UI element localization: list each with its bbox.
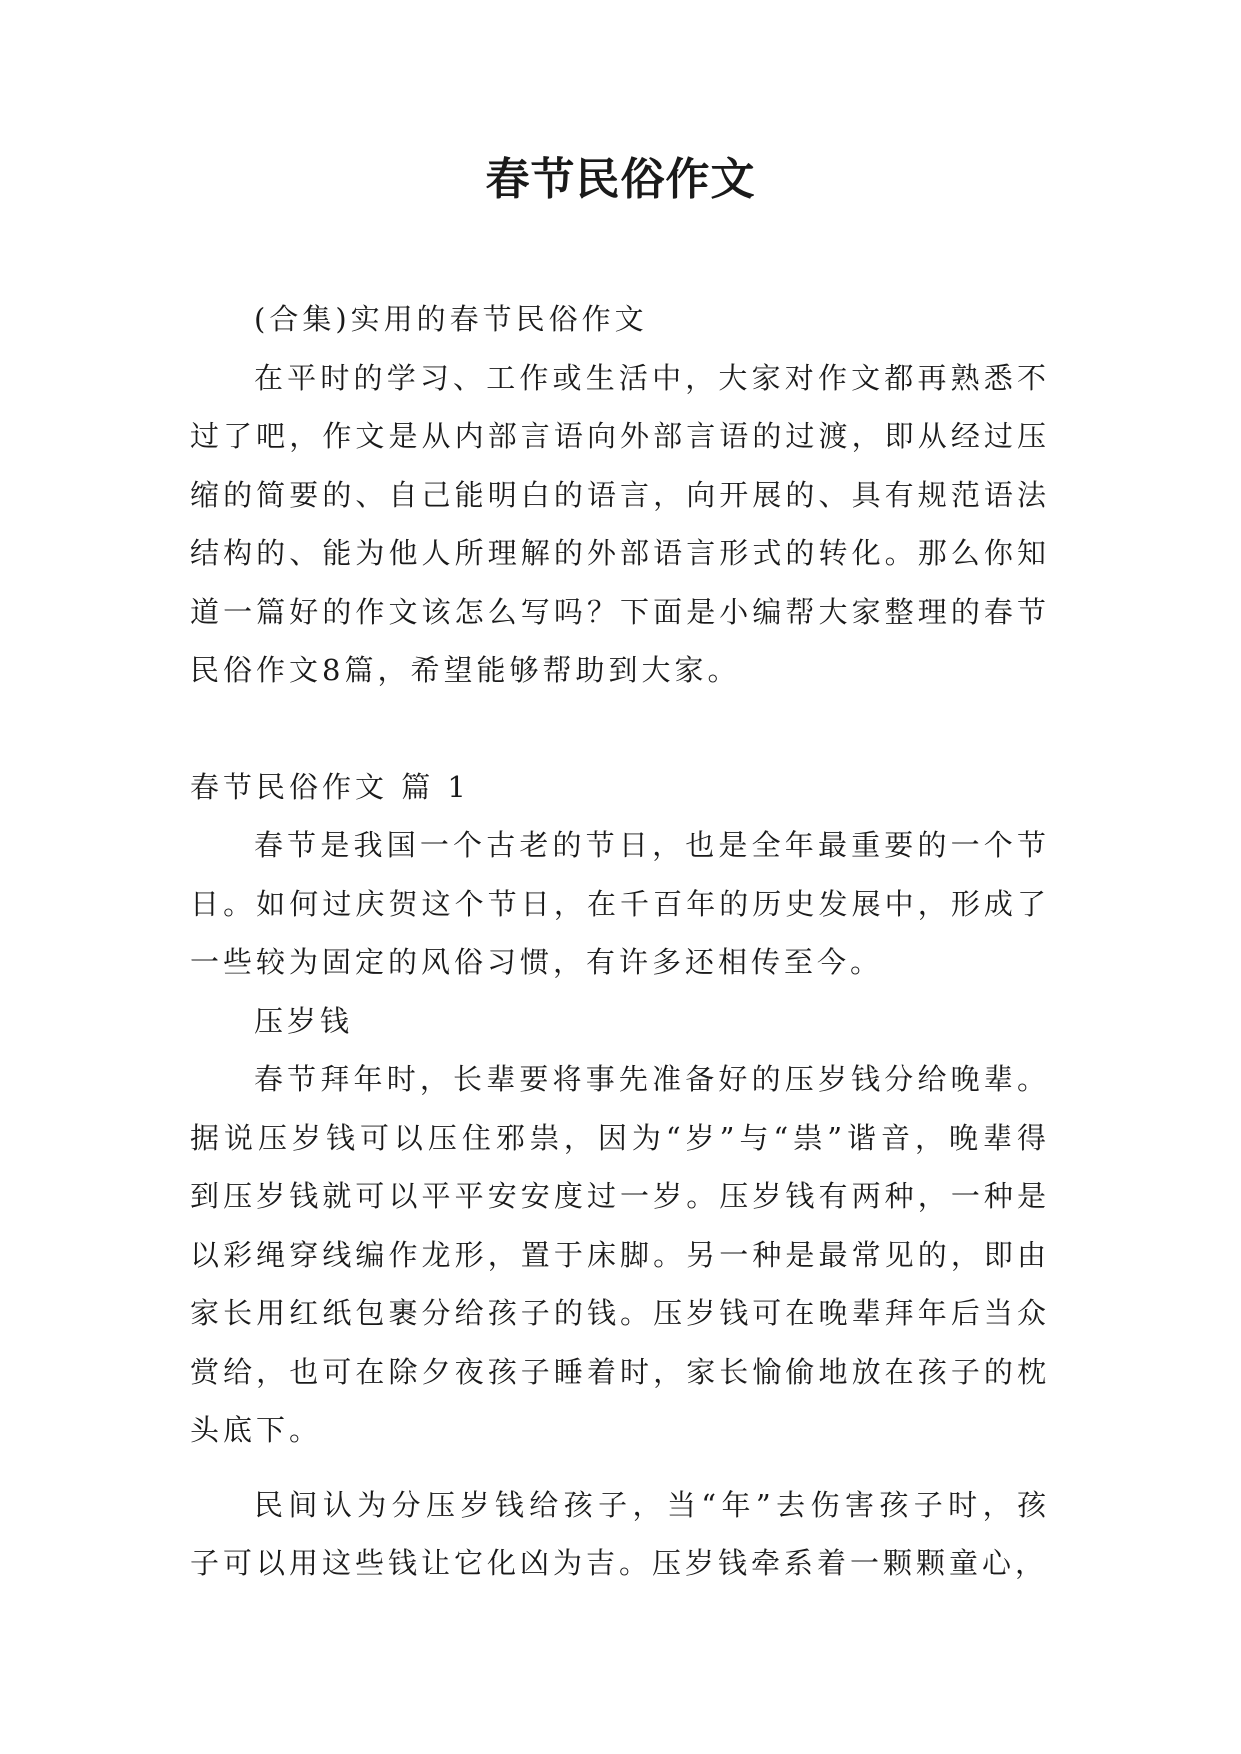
- section-subheading: 压岁钱: [254, 1003, 354, 1038]
- section-paragraph-1: 春节是我国一个古老的节日，也是全年最重要的一个节日。如何过庆贺这个节日，在千百年的历史发展中，形成了一些较为固定的风俗习惯，有许多还相传至今。: [190, 828, 1050, 979]
- section-heading: 春节民俗作文 篇 1: [190, 769, 470, 804]
- spacer-small: [190, 1460, 1050, 1476]
- section-paragraph-2: 春节拜年时，长辈要将事先准备好的压岁钱分给晚辈。据说压岁钱可以压住邪祟，因为“岁”与“祟”谐音，晚辈得到压岁钱就可以平平安安度过一岁。压岁钱有两种，一种是以彩绳穿线编作龙形，置于床脚。另一种是最常见的，即由家长用红纸包裹分给孩子的钱。压岁钱可在晚辈拜年后当众赏给，也可在除夕夜孩子睡着时，家长愉偷地放在孩子的枕头底下。: [190, 1062, 1050, 1447]
- intro-paragraph: 在平时的学习、工作或生活中，大家对作文都再熟悉不过了吧，作文是从内部言语向外部言语的过渡，即从经过压缩的简要的、自己能明白的语言，向开展的、具有规范语法结构的、能为他人所理解的外部语言形式的转化。那么你知道一篇好的作文该怎么写吗？下面是小编帮大家整理的春节民俗作文8篇，希望能够帮助到大家。: [190, 360, 1050, 687]
- section-paragraph-3: 民间认为分压岁钱给孩子，当“年”去伤害孩子时，孩子可以用这些钱让它化凶为吉。压岁钱牵系着一颗颗童心，: [190, 1487, 1050, 1580]
- document-subtitle: (合集)实用的春节民俗作文: [254, 302, 648, 336]
- spacer: [190, 700, 1050, 758]
- document-body: [190, 290, 1050, 1593]
- document-title: 春节民俗作文: [485, 154, 756, 205]
